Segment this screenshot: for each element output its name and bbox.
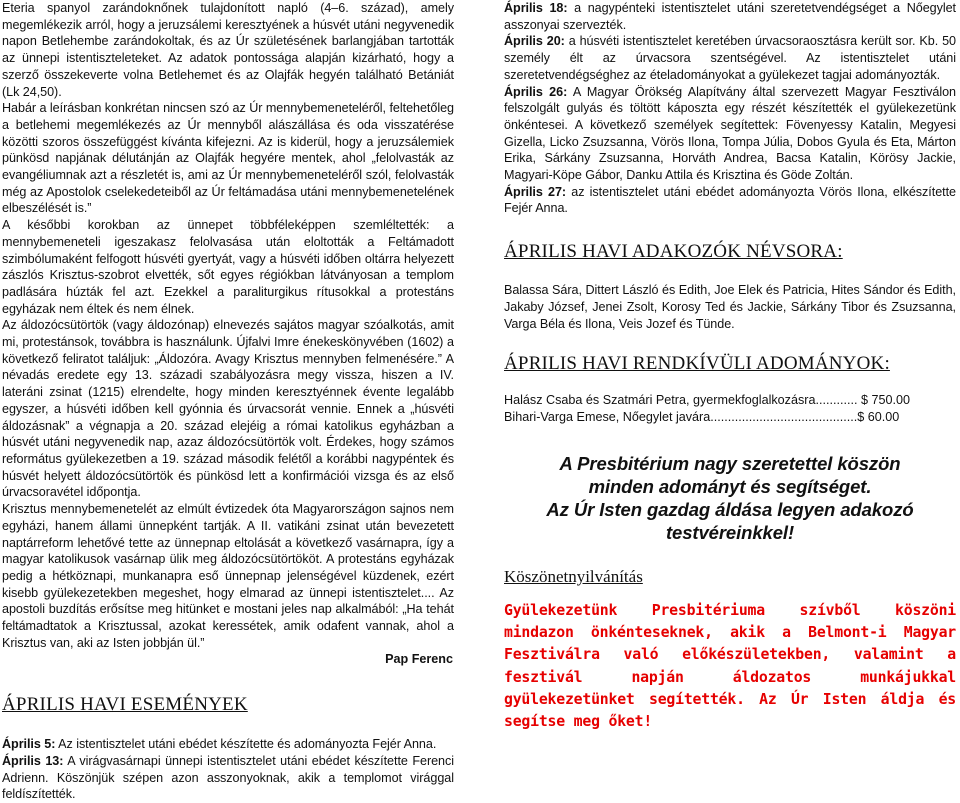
article-paragraph-3: A későbbi korokban az ünnepet többféleképpen szemléltették: a mennybemeneteli igeszakasz felolvasása után eloltották a Feltámadott szimbólumaként felfogott húsvéti gyertyát, vagy a húsvéti időben oltárra helyezett zászlós Krisztus-szobrot elvették, sőt egyes régiókban látványosan a templom padlására húzták fel azt. Ezekkel a paraliturgikus rítusokkal a protestáns egyházak nem éltek és nem élnek. [2,218,454,316]
left-column [2,0,454,803]
event-text: A Magyar Örökség Alapítvány által szervezett Magyar Fesztiválon felszolgált gulyás és töltött káposzta egy részét készítették el gyülekezetünk önkéntesei. A következő személyek segítettek: Fövenyessy Katalin, Megyesi Gizella, Licko Zsuzsanna, Vörös Ilona, Tompa Júlia, Dobos Gyula és Eta, Márton Erika, Sárkány Zsuzsanna, Horváth Andrea, Bacsa Katalin, Körösy Jackie, Magyari-Köpe Gábor, Danku Attila és Krisztina és Göde Zoltán. [504,84,957,183]
thanks-line: minden adományt és segítséget. [588,475,872,497]
event-entry [504,33,956,83]
acknowledgement-text: Gyülekezetünk Presbitériuma szívből köszöni mindazon önkénteseknek, akik a Belmont-i Magyar Fesztiválra való előkészületekben, valamint a fesztivál napján áldozatos munkájukkal gyülekezetünket segítették. Az Úr Isten áldja és segítse meg őket! [504,601,956,731]
donors-list: Balassa Sára, Dittert László és Edith, Joe Elek és Patricia, Hites Sándor és Edith, Jakaby József, Jenei Zsolt, Korosy Ted és Jackie, Sárkány Tibor és Zsuzsanna, Varga Béla és Ilona, Veis Jozef és Tünde. [504,283,956,331]
acknowledgement-heading: Köszönetnyilvánítás [504,566,643,586]
event-text: Az istentisztelet utáni ebédet készítette és adományozta Fejér Anna. [55,737,437,752]
article-paragraph-5: Krisztus mennybemenetelét az elmúlt évtizedek óta Magyarországon sajnos nem egyházi, hanem állami ünnepként tartják. A II. vatikáni zsinat után bevezetett naptárreform lehetővé tette az ünnepnap eltolását a következő vasárnapra, így a magyar katolikusok vasárnap ülik meg áldozócsütörtököt. A protestáns egyházak pedig a hétköznapi, munkanapra eső ünnepnap jelenségével küzdenek, ezért kisebb gyülekezetekben megeshet, hogy elmarad az ünnepi istentisztelet.... Az apostoli buzdítás erősítse meg hitünket e mostani jeles nap alkalmából: „Ha tehát feltámadtatok a Krisztussal, azokat keressétek, amik odafent vannak, ahol a Krisztus van, aki az Isten jobbján ül.” [2,502,454,650]
article-paragraph-2: Habár a leírásban konkrétan nincsen szó az Úr mennybemeneteléről, feltehetőleg a betlehemi megemlékezés az Úr mennyből alászállása és oda visszatérése közötti szoros összefüggést kívánta kifejezni. Az is kiderül, hogy a jeruzsálemiek pünkösd napjának délutánján az Olajfák hegyére mentek, ahol „felolvasták az evangéliumnak azt a részletét is, ami az Úr mennybemeneteléről szól, felolvasták még az Apostolok cselekedeteiből az Úr feltámadása utáni mennybemenetelének elbeszélését is.” [2,101,454,216]
event-text: az istentisztelet utáni ebédet adományozta Vörös Ilona, elkészítette Fejér Anna. [504,184,956,216]
presbytery-thanks [504,452,956,544]
special-donation-line: Halász Csaba és Szatmári Petra, gyermekfoglalkozásra............ $ 750.00 [504,393,910,408]
right-column [504,0,956,733]
event-entry [504,184,956,217]
special-donation-line: Bihari-Varga Emese, Nőegylet javára..........................................$ 60.00 [504,409,900,424]
thanks-line: Az Úr Isten gazdag áldása legyen adakozó [546,498,914,520]
thanks-line: testvéreinkkel! [665,521,795,543]
article-paragraph-1: Eteria spanyol zarándoknőnek tulajdonított napló (4–6. század), amely megemlékezik arról, hogy a jeruzsálemi keresztyének a húsvét utáni negyvenedik napon Betlehembe zarándokoltak, és az Úr születésének barlangjában tartották az ünnepi istentiszteleteket. Az adatok pontossága alapján kizárható, hogy a szerző összekeverte volna Betlehemet és az Olajfák hegyén található Betániát (Lk 24,50). [2,1,454,99]
event-text: A virágvasárnapi ünnepi istentisztelet utáni ebédet készítette Ferenci Adrienn. Köszönjük szépen azon asszonyoknak, akik a templomot virággal feldíszítették. [2,753,454,802]
event-date: Április 26: [504,84,568,99]
thanks-line: A Presbitérium nagy szeretettel köszön [559,452,901,474]
event-entry [504,0,956,33]
event-text: a húsvéti istentisztelet keretében úrvacsoraosztásra került sor. Kb. 50 személy élt az úrvacsora szentségével. Az istentisztelet utáni szeretetvendégséghez az ételadományokat a gyülekezet tagjai adományozták. [504,34,956,82]
event-date: Április 5: [2,737,56,752]
event-date: Április 13: [2,753,64,768]
special-donations-heading: ÁPRILIS HAVI RENDKÍVÜLI ADOMÁNYOK: [504,353,890,375]
article-signature: Pap Ferenc [385,652,453,667]
article-paragraph-4: Az áldozócsütörtök (vagy áldozónap) elnevezés sajátos magyar szóalkotás, amit mi, protestánsok, továbbra is használunk. Újfalvi Imre énekeskönyvében (1602) a következő feliratot találjuk: „Áldozóra. Avagy Krisztus mennyben felmenésére.” A névadás eredete egy 13. századi szabályozásra megy vissza, hiszen a IV. lateráni zsinat (1215) elrendelte, hogy minden keresztyénnek évente legalább egyszer, a húsvéti időben kell gyónnia és úrvacsorát vennie. Ennek a „húsvéti áldozásnak” a végnapja a 20. század elejéig a római katolikus egyházban a húsvét utáni negyvenedik nap, azaz áldozócsütörtök volt. Érdekes, hogy számos református gyülekezetben a 19. század második felétől a korábbi nagypéntek és húsvét helyett áldozócsütörtök és pünkösd lett a konfirmációi vizsga és az első úrvacsoravétel időpontja. [2,318,454,500]
event-entry [504,84,956,184]
event-entry [2,736,454,753]
donors-heading: ÁPRILIS HAVI ADAKOZÓK NÉVSORA: [504,241,843,263]
events-heading: ÁPRILIS HAVI ESEMÉNYEK [2,694,248,716]
event-text: a nagypénteki istentisztelet utáni szeretetvendégséget a Nőegylet asszonyai szervezték. [504,1,957,32]
event-date: Április 20: [504,34,565,49]
event-entry [2,753,454,803]
event-date: Április 27: [504,184,567,199]
event-date: Április 18: [504,1,568,15]
